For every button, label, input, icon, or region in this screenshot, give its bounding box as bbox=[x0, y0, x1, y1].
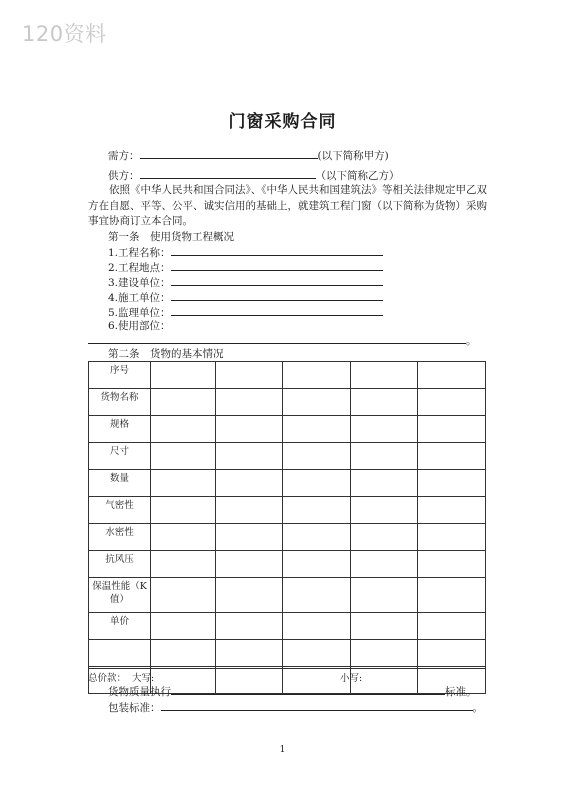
total-lower-label: 小写: bbox=[340, 673, 363, 684]
quality-line bbox=[108, 684, 477, 699]
usage-location-label: 6.使用部位： bbox=[108, 320, 171, 332]
supervisor-label: 5.监理单位： bbox=[108, 307, 171, 319]
goods-table-cell[interactable] bbox=[216, 443, 283, 470]
goods-table-cell[interactable] bbox=[151, 416, 216, 443]
goods-table-row bbox=[89, 362, 486, 389]
goods-row-label: 规格 bbox=[89, 416, 151, 443]
goods-table-cell[interactable] bbox=[418, 389, 486, 416]
contractor-row bbox=[108, 290, 383, 305]
goods-table-cell[interactable] bbox=[151, 443, 216, 470]
goods-row-label bbox=[89, 640, 151, 667]
total-upper-label: 大写: bbox=[132, 673, 155, 684]
goods-table-cell[interactable] bbox=[283, 613, 351, 640]
packing-label: 包装标准： bbox=[108, 702, 161, 714]
goods-table-cell[interactable] bbox=[216, 389, 283, 416]
goods-table-cell[interactable] bbox=[216, 578, 283, 613]
goods-table-cell[interactable] bbox=[418, 578, 486, 613]
goods-table-cell[interactable] bbox=[351, 613, 418, 640]
seller-suffix: （以下简称乙方） bbox=[315, 170, 400, 182]
goods-row-label: 序号 bbox=[89, 362, 151, 389]
project-name-label: 1.工程名称： bbox=[108, 247, 171, 259]
packing-line bbox=[108, 700, 483, 715]
goods-row-label: 抗风压 bbox=[89, 551, 151, 578]
project-location-row bbox=[108, 260, 383, 275]
goods-row-label: 保温性能（K值） bbox=[89, 578, 151, 613]
project-name-row bbox=[108, 245, 383, 260]
goods-table-cell[interactable] bbox=[283, 416, 351, 443]
usage-location-line bbox=[88, 333, 477, 348]
goods-table-cell[interactable] bbox=[351, 497, 418, 524]
goods-table bbox=[88, 361, 486, 694]
goods-table-cell[interactable] bbox=[283, 551, 351, 578]
project-name-blank[interactable] bbox=[171, 245, 383, 256]
project-location-label: 2.工程地点： bbox=[108, 262, 171, 274]
goods-table-cell[interactable] bbox=[283, 470, 351, 497]
goods-table-cell[interactable] bbox=[216, 613, 283, 640]
goods-table-cell[interactable] bbox=[418, 443, 486, 470]
developer-row bbox=[108, 275, 383, 290]
goods-row-label: 单价 bbox=[89, 613, 151, 640]
goods-table-cell[interactable] bbox=[351, 443, 418, 470]
goods-table-cell[interactable] bbox=[151, 497, 216, 524]
packing-suffix: 。 bbox=[472, 702, 483, 714]
goods-table-cell[interactable] bbox=[151, 613, 216, 640]
quality-label: 货物质量执行 bbox=[108, 686, 171, 698]
goods-table-cell[interactable] bbox=[216, 640, 283, 667]
document-title: 门窗采购合同 bbox=[228, 112, 337, 132]
goods-table-cell[interactable] bbox=[283, 640, 351, 667]
goods-row-label: 货物名称 bbox=[89, 389, 151, 416]
goods-row-label: 气密性 bbox=[89, 497, 151, 524]
goods-table-cell[interactable] bbox=[151, 362, 216, 389]
goods-table-cell[interactable] bbox=[151, 551, 216, 578]
goods-table-row bbox=[89, 416, 486, 443]
goods-table-row bbox=[89, 640, 486, 667]
project-location-blank[interactable] bbox=[171, 260, 383, 271]
contractor-label: 4.施工单位： bbox=[108, 292, 171, 304]
goods-table-cell[interactable] bbox=[351, 578, 418, 613]
total-price-label: 总价款： bbox=[88, 673, 127, 684]
supervisor-blank[interactable] bbox=[171, 305, 383, 316]
buyer-line bbox=[108, 148, 389, 163]
goods-table-cell[interactable] bbox=[283, 497, 351, 524]
seller-line bbox=[108, 168, 400, 183]
goods-table-row bbox=[89, 470, 486, 497]
quality-blank[interactable] bbox=[171, 684, 445, 695]
goods-table-row bbox=[89, 497, 486, 524]
goods-table-cell[interactable] bbox=[351, 416, 418, 443]
buyer-suffix: (以下简称甲方) bbox=[317, 150, 389, 162]
seller-blank[interactable] bbox=[140, 168, 316, 179]
goods-table-row bbox=[89, 578, 486, 613]
quality-suffix: 标准。 bbox=[445, 686, 477, 698]
goods-table-cell[interactable] bbox=[283, 362, 351, 389]
goods-table-cell[interactable] bbox=[151, 389, 216, 416]
goods-table-cell[interactable] bbox=[418, 613, 486, 640]
usage-end-mark: 。 bbox=[466, 335, 477, 347]
goods-table-cell[interactable] bbox=[216, 497, 283, 524]
article2-heading: 第二条 货物的基本情况 bbox=[108, 348, 224, 360]
goods-table-cell[interactable] bbox=[351, 524, 418, 551]
developer-blank[interactable] bbox=[171, 275, 383, 286]
goods-table-cell[interactable] bbox=[151, 578, 216, 613]
goods-table-cell[interactable] bbox=[418, 551, 486, 578]
buyer-label: 需方： bbox=[108, 150, 140, 162]
goods-table-cell[interactable] bbox=[216, 362, 283, 389]
goods-table-cell[interactable] bbox=[216, 416, 283, 443]
goods-table-cell[interactable] bbox=[418, 362, 486, 389]
goods-table-cell[interactable] bbox=[351, 551, 418, 578]
packing-blank[interactable] bbox=[161, 700, 473, 711]
total-price-row bbox=[88, 668, 485, 683]
seller-label: 供方： bbox=[108, 170, 140, 182]
goods-table-cell[interactable] bbox=[151, 524, 216, 551]
goods-table-cell[interactable] bbox=[216, 470, 283, 497]
goods-table-row bbox=[89, 613, 486, 640]
buyer-blank[interactable] bbox=[140, 148, 318, 159]
developer-label: 3.建设单位： bbox=[108, 277, 171, 289]
article1-heading: 第一条 使用货物工程概况 bbox=[108, 231, 234, 243]
goods-table-row bbox=[89, 551, 486, 578]
usage-location-blank[interactable] bbox=[88, 333, 466, 344]
goods-table-cell[interactable] bbox=[283, 578, 351, 613]
goods-table-cell[interactable] bbox=[418, 416, 486, 443]
usage-location-row bbox=[108, 319, 171, 333]
goods-row-label: 数量 bbox=[89, 470, 151, 497]
goods-table-cell[interactable] bbox=[216, 524, 283, 551]
goods-table-cell[interactable] bbox=[351, 389, 418, 416]
goods-table-cell[interactable] bbox=[351, 470, 418, 497]
intro-paragraph: 依照《中华人民共和国合同法》、《中华人民共和国建筑法》等相关法律规定甲乙双方在自愿、平等、公平、诚实信用的基础上，就建筑工程门窗（以下简称为货物）采购事宜协商订立本合同。 bbox=[88, 184, 487, 227]
goods-table-cell[interactable] bbox=[418, 524, 486, 551]
goods-table-cell[interactable] bbox=[418, 470, 486, 497]
goods-row-label: 尺寸 bbox=[89, 443, 151, 470]
supervisor-row bbox=[108, 305, 383, 320]
goods-table-row bbox=[89, 389, 486, 416]
goods-table-cell[interactable] bbox=[283, 443, 351, 470]
goods-table-row bbox=[89, 524, 486, 551]
goods-row-label: 水密性 bbox=[89, 524, 151, 551]
page-number: 1 bbox=[279, 745, 286, 755]
goods-table-cell[interactable] bbox=[151, 470, 216, 497]
goods-table-cell[interactable] bbox=[418, 640, 486, 667]
goods-table-cell[interactable] bbox=[216, 551, 283, 578]
goods-table-row bbox=[89, 443, 486, 470]
goods-table-cell[interactable] bbox=[151, 640, 216, 667]
goods-table-cell[interactable] bbox=[418, 497, 486, 524]
watermark-logo: 120资料 bbox=[22, 22, 107, 46]
contractor-blank[interactable] bbox=[171, 290, 383, 301]
goods-table-cell[interactable] bbox=[351, 640, 418, 667]
goods-table-cell[interactable] bbox=[283, 389, 351, 416]
goods-table-cell[interactable] bbox=[351, 362, 418, 389]
goods-table-cell[interactable] bbox=[283, 524, 351, 551]
